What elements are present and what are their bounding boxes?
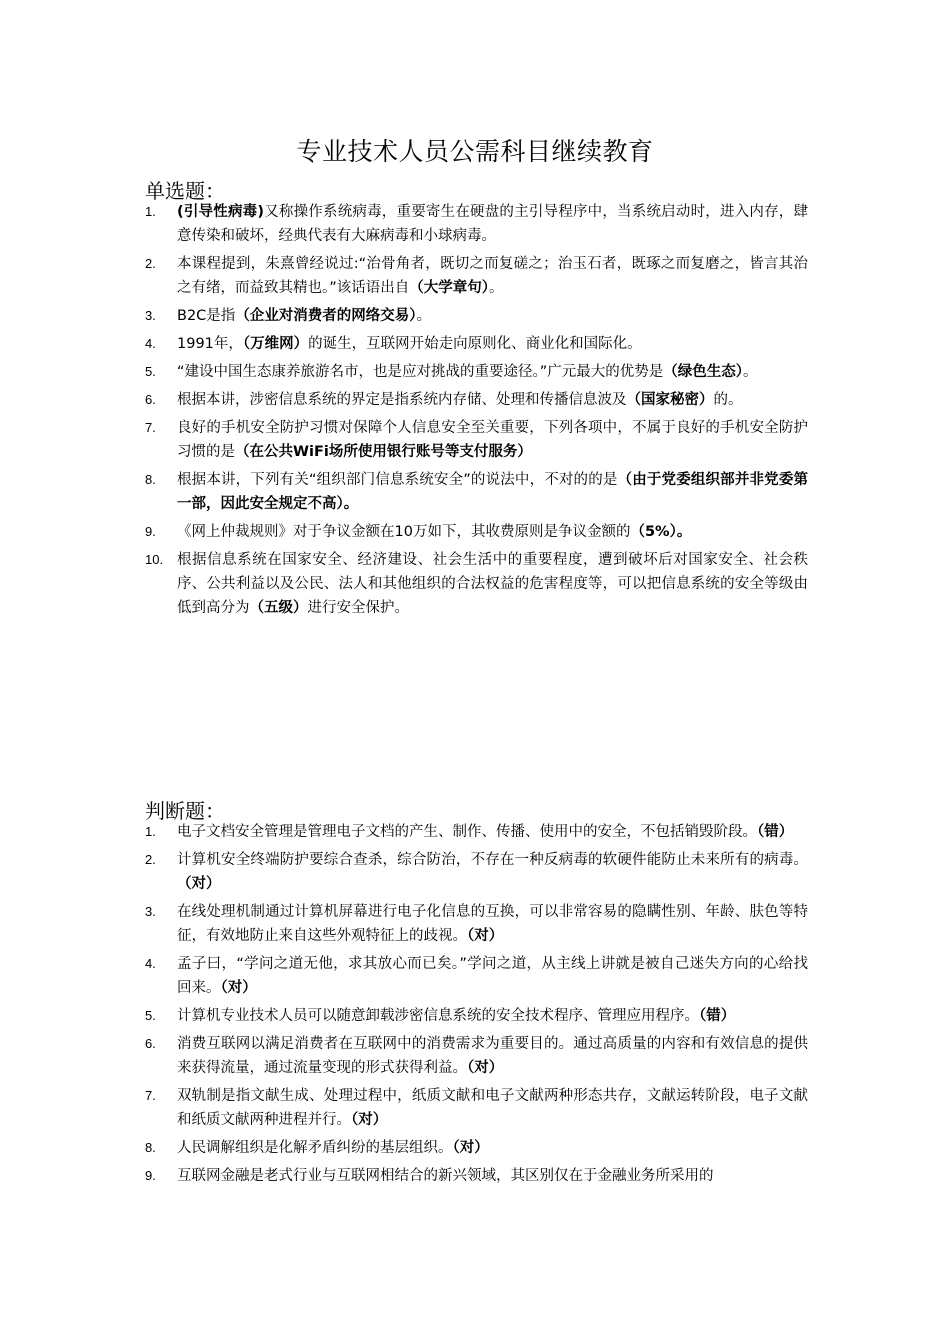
question-text: 《网上仲裁规则》对于争议金额在10万如下，其收费原则是争议金额的 [177, 524, 631, 540]
answer-text: （5%）。 [630, 524, 692, 540]
single-choice-item [145, 304, 808, 328]
item-number: 6. [145, 392, 156, 407]
question-text: 双轨制是指文献生成、处理过程中，纸质文献和电子文献两种形态共存，文献运转阶段，电子文献和纸质文献两种进程并行。 [177, 1088, 808, 1128]
true-false-list [145, 820, 808, 1192]
item-number: 7. [145, 1088, 156, 1103]
question-text-tail: 的诞生，互联网开始走向原则化、商业化和国际化。 [308, 336, 642, 352]
single-choice-item [145, 520, 808, 544]
answer-text: (引导性病毒) [177, 204, 264, 220]
answer-text: （对） [452, 1140, 489, 1156]
question-text-tail: 的。 [713, 392, 743, 408]
question-text: 根据本讲，涉密信息系统的界定是指系统内存储、处理和传播信息波及 [177, 392, 627, 408]
true-false-item [145, 1004, 808, 1028]
question-text: 1991年， [177, 336, 243, 352]
item-number: 2. [145, 852, 156, 867]
answer-text: （绿色生态） [663, 364, 744, 380]
question-text-tail: 。 [743, 364, 758, 380]
question-text: 根据信息系统在国家安全、经济建设、社会生活中的重要程度，遭到破坏后对国家安全、社会秩序、公共利益以及公民、法人和其他组织的合法权益的危害程度等，可以把信息系统的安全等级由低到高分为 [177, 552, 808, 616]
question-text: 人民调解组织是化解矛盾纠纷的基层组织。 [177, 1140, 453, 1156]
answer-text: （对） [351, 1112, 388, 1128]
question-text-tail: 又称操作系统病毒，重要寄生在硬盘的主引导程序中，当系统启动时，进入内存，肆意传染和破坏，经典代表有大麻病毒和小球病毒。 [177, 204, 808, 244]
item-number: 5. [145, 1008, 156, 1023]
single-choice-item [145, 200, 808, 248]
question-text: 计算机安全终端防护要综合查杀，综合防治，不存在一种反病毒的软硬件能防止未来所有的病毒。 [177, 852, 808, 868]
answer-text: （对） [220, 980, 257, 996]
answer-text: （大学章句） [409, 280, 490, 296]
answer-text: （对） [467, 1060, 504, 1076]
question-text: “建设中国生态康养旅游名市，也是应对挑战的重要途径。”广元最大的优势是 [177, 364, 664, 380]
question-text: 本课程提到，朱熹曾经说过:“治骨角者，既切之而复磋之；治玉石者，既琢之而复磨之，皆言其治之有绪，而益致其精也。”该话语出自 [177, 256, 808, 296]
true-false-item [145, 848, 808, 896]
item-number: 5. [145, 364, 156, 379]
true-false-item [145, 1164, 808, 1188]
single-choice-item [145, 252, 808, 300]
item-number: 8. [145, 472, 156, 487]
question-text: 消费互联网以满足消费者在互联网中的消费需求为重要目的。通过高质量的内容和有效信息的提供来获得流量，通过流量变现的形式获得利益。 [177, 1036, 808, 1076]
true-false-item [145, 820, 808, 844]
question-text: 在线处理机制通过计算机屏幕进行电子化信息的互换，可以非常容易的隐瞒性别、年龄、肤色等特征，有效地防止来自这些外观特征上的歧视。 [177, 904, 808, 944]
single-choice-item [145, 416, 808, 464]
question-text-tail: 。 [416, 308, 432, 324]
item-number: 3. [145, 904, 156, 919]
answer-text: （错） [699, 1008, 736, 1024]
item-number: 4. [145, 336, 156, 351]
item-number: 7. [145, 420, 156, 435]
true-false-item [145, 1032, 808, 1080]
item-number: 4. [145, 956, 156, 971]
true-false-heading: 判断题： [145, 799, 225, 823]
answer-text: （企业对消费者的网络交易） [235, 308, 417, 324]
question-text: B2C是指 [177, 308, 236, 324]
question-text-tail: 进行安全保护。 [307, 600, 409, 616]
true-false-item [145, 1136, 808, 1160]
question-text: 根据本讲，下列有关“组织部门信息系统安全”的说法中，不对的的是 [177, 472, 618, 488]
single-choice-item [145, 388, 808, 412]
answer-text: （五级） [249, 600, 308, 616]
answer-text: （由于党委组织部并非党委第一部，因此安全规定不高）。 [177, 472, 808, 512]
item-number: 1. [145, 824, 156, 839]
question-text: 电子文档安全管理是管理电子文档的产生、制作、传播、使用中的安全，不包括销毁阶段。 [177, 824, 757, 840]
answer-text: （错） [757, 824, 794, 840]
true-false-item [145, 1084, 808, 1132]
item-number: 9. [145, 524, 156, 539]
answer-text: （万维网） [242, 336, 309, 352]
answer-text: （在公共WiFi场所使用银行账号等支付服务） [235, 444, 532, 460]
answer-text: （国家秘密） [626, 392, 714, 408]
document-title: 专业技术人员公需科目继续教育 [296, 137, 654, 166]
single-choice-item [145, 360, 808, 384]
answer-text: （对） [467, 928, 504, 944]
question-text: 孟子曰，“学问之道无他，求其放心而已矣。”学问之道，从主线上讲就是被自己迷失方向的心给找回来。 [177, 956, 808, 996]
true-false-item [145, 952, 808, 1000]
item-number: 1. [145, 204, 156, 219]
item-number: 2. [145, 256, 156, 271]
answer-text: （对） [177, 876, 221, 892]
item-number: 9. [145, 1168, 156, 1183]
single-choice-item [145, 548, 808, 620]
question-text-tail: 。 [489, 280, 504, 296]
single-choice-item [145, 332, 808, 356]
true-false-item [145, 900, 808, 948]
item-number: 3. [145, 308, 156, 323]
question-text: 良好的手机安全防护习惯对保障个人信息安全至关重要，下列各项中，不属于良好的手机安全防护习惯的是 [177, 420, 808, 460]
item-number: 6. [145, 1036, 156, 1051]
single-choice-item [145, 468, 808, 516]
question-text: 互联网金融是老式行业与互联网相结合的新兴领域，其区别仅在于金融业务所采用的 [177, 1168, 714, 1184]
question-text: 计算机专业技术人员可以随意卸载涉密信息系统的安全技术程序、管理应用程序。 [177, 1008, 699, 1024]
item-number: 8. [145, 1140, 156, 1155]
single-choice-list [145, 200, 808, 624]
single-choice-heading: 单选题： [145, 179, 225, 203]
item-number: 10. [145, 552, 164, 567]
